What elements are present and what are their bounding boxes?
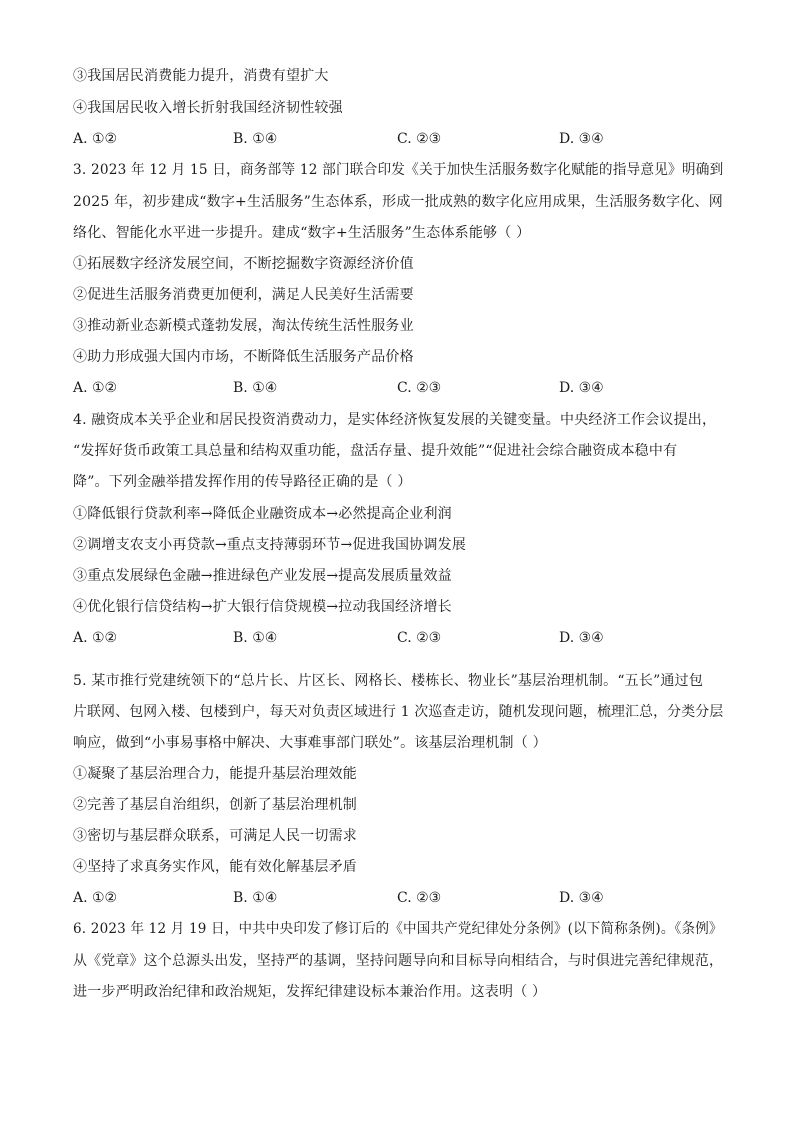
q2-option-c: C. ②③	[397, 131, 442, 147]
q3-statement-2: ②促进生活服务消费更加便利，满足人民美好生活需要	[73, 287, 414, 303]
q2-statement-3: ③我国居民消费能力提升，消费有望扩大	[73, 68, 329, 84]
q3-option-a: A. ①②	[73, 380, 118, 396]
q4-stem-line-3: 降”。下列金融举措发挥作用的传导路径正确的是（ ）	[73, 474, 412, 490]
q4-option-d: D. ③④	[559, 630, 604, 646]
q5-stem-line-3: 响应，做到“小事易事格中解决、大事难事部门联处”。该基层治理机制（ ）	[73, 735, 547, 751]
q4-statement-3: ③重点发展绿色金融→推进绿色产业发展→提高发展质量效益	[73, 568, 452, 584]
q2-option-a: A. ①②	[73, 131, 118, 147]
q3-option-b: B. ①④	[233, 380, 278, 396]
q4-stem-line-1: 4. 融资成本关乎企业和居民投资消费动力，是实体经济恢复发展的关键变量。中央经济工作会议提出，	[73, 412, 717, 428]
q5-statement-4: ④坚持了求真务实作风，能有效化解基层矛盾	[73, 859, 357, 875]
q5-stem-line-1: 5. 某市推行党建统领下的“总片长、片区长、网格长、楼栋长、物业长”基层治理机制。“五长”通过包	[73, 673, 704, 689]
q5-statement-1: ①凝聚了基层治理合力，能提升基层治理效能	[73, 766, 357, 782]
q5-option-c: C. ②③	[397, 890, 442, 906]
q4-statement-1: ①降低银行贷款利率→降低企业融资成本→必然提高企业利润	[73, 506, 452, 522]
q5-option-a: A. ①②	[73, 890, 118, 906]
q6-stem-line-1: 6. 2023 年 12 月 19 日，中共中央印发了修订后的《中国共产党纪律处分条例》(以下简称条例)。《条例》	[73, 921, 723, 937]
q3-stem-line-3: 络化、智能化水平进一步提升。建成“数字+生活服务”生态体系能够（ ）	[73, 225, 531, 241]
q5-options	[73, 888, 733, 908]
q4-options	[73, 628, 733, 648]
q5-statement-2: ②完善了基层自治组织，创新了基层治理机制	[73, 797, 357, 813]
q4-statement-2: ②调增支农支小再贷款→重点支持薄弱环节→促进我国协调发展	[73, 537, 467, 553]
q3-options	[73, 378, 733, 398]
q5-statement-3: ③密切与基层群众联系，可满足人民一切需求	[73, 828, 357, 844]
q3-statement-1: ①拓展数字经济发展空间，不断挖掘数字资源经济价值	[73, 256, 414, 272]
q3-statement-4: ④助力形成强大国内市场，不断降低生活服务产品价格	[73, 349, 414, 365]
q5-option-b: B. ①④	[233, 890, 278, 906]
q2-statement-4: ④我国居民收入增长折射我国经济韧性较强	[73, 100, 343, 116]
q4-option-c: C. ②③	[397, 630, 442, 646]
q3-stem-line-2: 2025 年，初步建成“数字+生活服务”生态体系，形成一批成熟的数字化应用成果，生活服务数字化、网	[73, 194, 723, 210]
q3-option-c: C. ②③	[397, 380, 442, 396]
q3-stem-line-1: 3. 2023 年 12 月 15 日，商务部等 12 部门联合印发《关于加快生活服务数字化赋能的指导意见》明确到	[73, 162, 724, 178]
q4-option-b: B. ①④	[233, 630, 278, 646]
q2-option-d: D. ③④	[559, 131, 604, 147]
q5-stem-line-2: 片联网、包网入楼、包楼到户，每天对负责区域进行 1 次巡查走访，随机发现问题，梳理汇总，分类分层	[73, 704, 724, 720]
q4-option-a: A. ①②	[73, 630, 118, 646]
q6-stem-line-3: 进一步严明政治纪律和政治规矩，发挥纪律建设标本兼治作用。这表明（ ）	[73, 984, 547, 1000]
q3-option-d: D. ③④	[559, 380, 604, 396]
q2-options	[73, 129, 733, 149]
q2-option-b: B. ①④	[233, 131, 278, 147]
q3-statement-3: ③推动新业态新模式蓬勃发展，淘汰传统生活性服务业	[73, 318, 414, 334]
q5-option-d: D. ③④	[559, 890, 604, 906]
q6-stem-line-2: 从《党章》这个总源头出发，坚持严的基调，坚持问题导向和目标导向相结合，与时俱进完善纪律规范，	[73, 953, 724, 969]
q4-stem-line-2: “发挥好货币政策工具总量和结构双重功能，盘活存量、提升效能”“促进社会综合融资成本稳中有	[73, 443, 678, 459]
q4-statement-4: ④优化银行信贷结构→扩大银行信贷规模→拉动我国经济增长	[73, 599, 452, 615]
